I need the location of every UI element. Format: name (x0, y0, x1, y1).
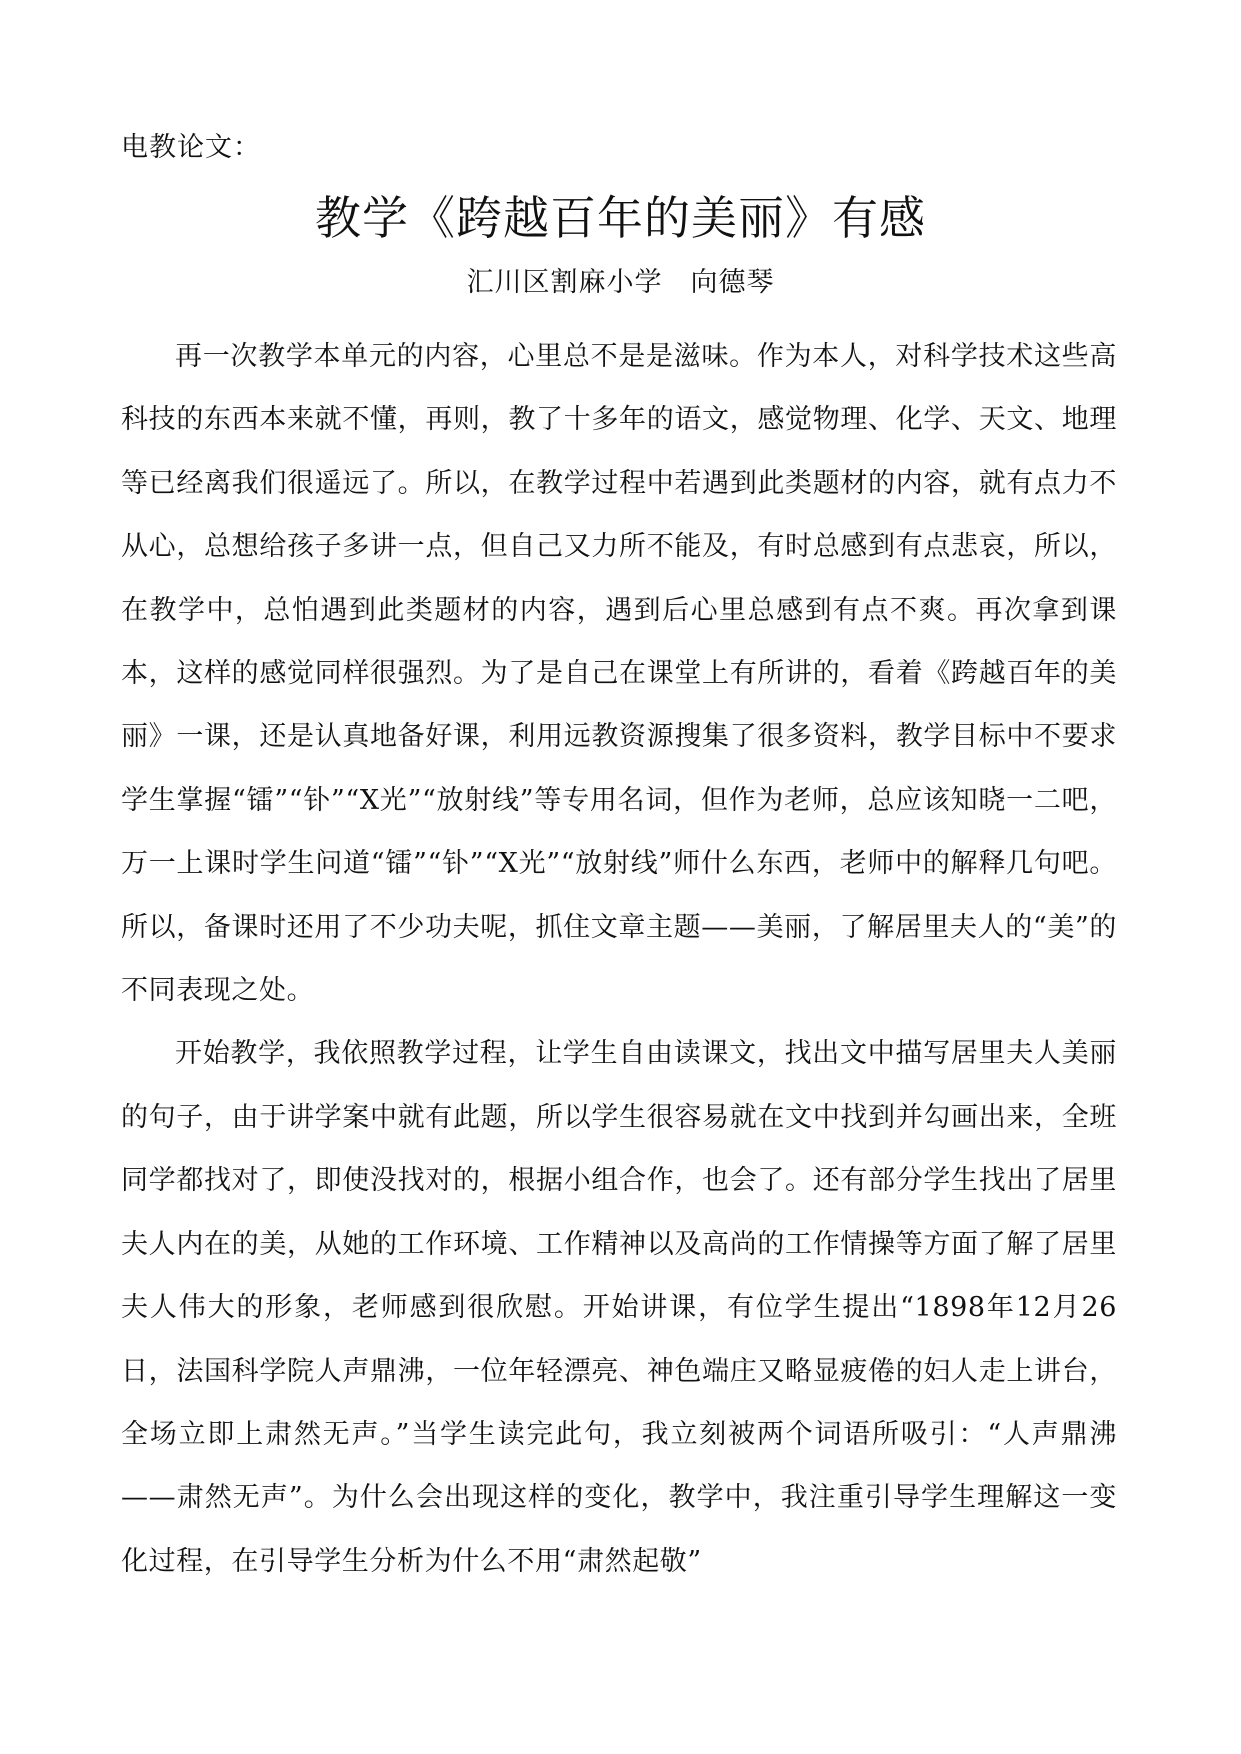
document-body (121, 325, 1117, 1593)
document-title: 教学《跨越百年的美丽》有感 (315, 191, 926, 245)
paragraph-2: 开始教学，我依照教学过程，让学生自由读课文，找出文中描写居里夫人美丽的句子，由于讲学案中就有此题，所以学生很容易就在文中找到并勾画出来，全班同学都找对了，即使没找对的，根据小组合作，也会了。还有部分学生找出了居里夫人内在的美，从她的工作环境、工作精神以及高尚的工作情操等方面了解了居里夫人伟大的形象，老师感到很欣慰。开始讲课，有位学生提出“1898年12月26日，法国科学院人声鼎沸，一位年轻漂亮、神色端庄又略显疲倦的妇人走上讲台，全场立即上肃然无声。”当学生读完此句，我立刻被两个词语所吸引：“人声鼎沸——肃然无声”。为什么会出现这样的变化，教学中，我注重引导学生理解这一变化过程，在引导学生分析为什么不用“肃然起敬” (121, 1038, 1117, 1577)
document-label: 电教论文： (121, 132, 261, 163)
paragraph-1: 再一次教学本单元的内容，心里总不是是滋味。作为本人，对科学技术这些高科技的东西本来就不懂，再则，教了十多年的语文，感觉物理、化学、天文、地理等已经离我们很遥远了。所以，在教学过程中若遇到此类题材的内容，就有点力不从心，总想给孩子多讲一点，但自己又力所不能及，有时总感到有点悲哀，所以，在教学中，总怕遇到此类题材的内容，遇到后心里总感到有点不爽。再次拿到课本，这样的感觉同样很强烈。为了是自己在课堂上有所讲的，看着《跨越百年的美丽》一课，还是认真地备好课，利用远教资源搜集了很多资料，教学目标中不要求学生掌握“镭”“钋”“X光”“放射线”等专用名词，但作为老师，总应该知晓一二吧，万一上课时学生问道“镭”“钋”“X光”“放射线”师什么东西，老师中的解释几句吧。所以，备课时还用了不少功夫呢，抓住文章主题——美丽，了解居里夫人的“美”的不同表现之处。 (121, 341, 1117, 1007)
author-line: 汇川区割麻小学 向德琴 (466, 267, 775, 298)
